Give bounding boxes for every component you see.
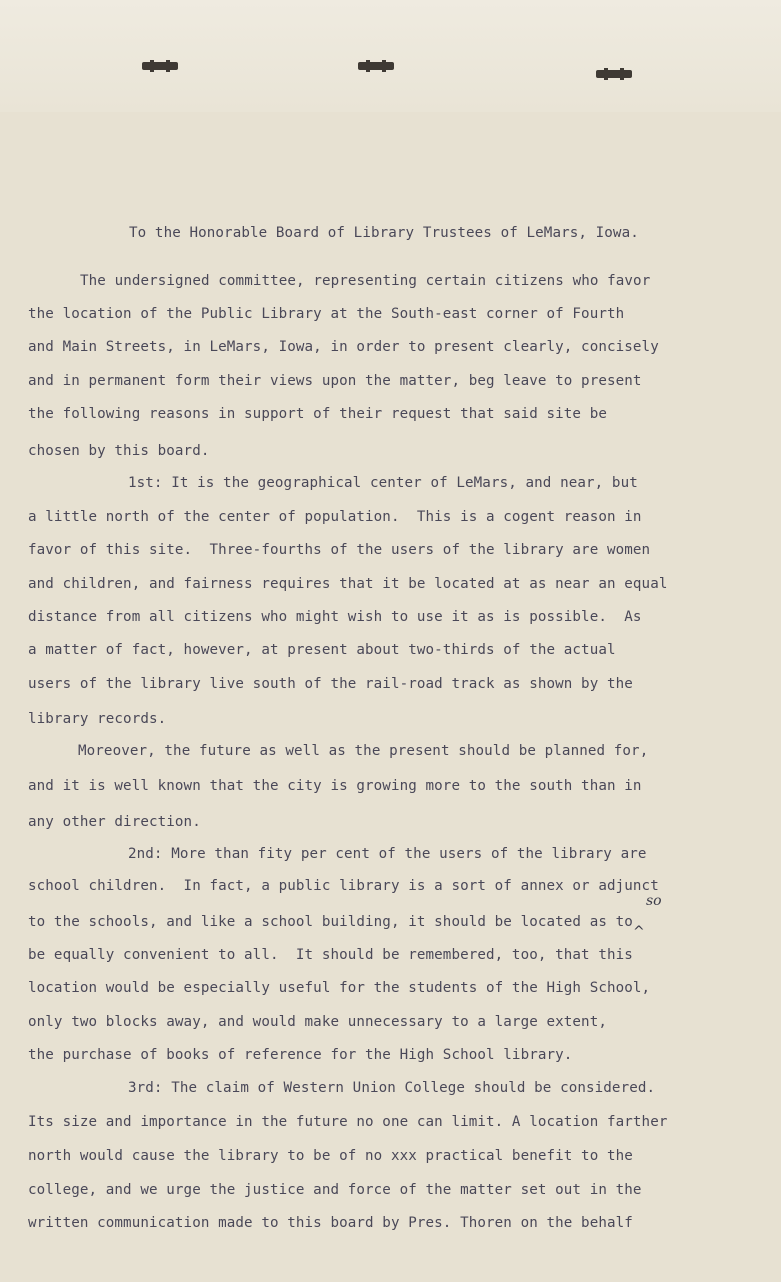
text-line: the purchase of books of reference for the High School library.	[28, 1047, 573, 1063]
text-line: written communication made to this board by Pres. Thoren on the behalf	[28, 1215, 633, 1231]
text-line: school children. In fact, a public library is a sort of annex or adjunct	[28, 878, 659, 894]
text-line: and it is well known that the city is growing more to the south than in	[28, 778, 642, 794]
text-line: chosen by this board.	[28, 443, 210, 459]
top-paper-strip	[0, 0, 781, 113]
text-line: distance from all citizens who might wish to use it as is possible. As	[28, 609, 642, 625]
text-line: Moreover, the future as well as the present should be planned for,	[78, 743, 649, 759]
letter-heading: To the Honorable Board of Library Trustees of LeMars, Iowa.	[129, 225, 639, 241]
text-line: library records.	[28, 711, 167, 727]
text-line: and Main Streets, in LeMars, Iowa, in order to present clearly, concisely	[28, 339, 659, 355]
text-line: favor of this site. Three-fourths of the users of the library are women	[28, 542, 651, 558]
text-line: and in permanent form their views upon the matter, beg leave to present	[28, 373, 642, 389]
text-line: users of the library live south of the rail-road track as shown by the	[28, 676, 633, 692]
text-line: 3rd: The claim of Western Union College should be considered.	[128, 1080, 656, 1096]
text-line: college, and we urge the justice and force of the matter set out in the	[28, 1182, 642, 1198]
text-line: a little north of the center of population. This is a cogent reason in	[28, 509, 642, 525]
text-line: north would cause the library to be of no xxx practical benefit to the	[28, 1148, 633, 1164]
text-line: location would be especially useful for the students of the High School,	[28, 980, 651, 996]
text-line: only two blocks away, and would make unnecessary to a large extent,	[28, 1014, 607, 1030]
fastener-icon	[358, 62, 394, 70]
text-line: the location of the Public Library at the South-east corner of Fourth	[28, 306, 625, 322]
text-line: be equally convenient to all. It should be remembered, too, that this	[28, 947, 633, 963]
text-line: any other direction.	[28, 814, 201, 830]
fastener-icon	[596, 70, 632, 78]
text-line: a matter of fact, however, at present about two-thirds of the actual	[28, 642, 616, 658]
text-line: 1st: It is the geographical center of LeMars, and near, but	[128, 475, 638, 491]
text-line: 2nd: More than fity per cent of the users of the library are	[128, 846, 647, 862]
handwritten-insert: so	[646, 893, 662, 909]
text-line: to the schools, and like a school building, it should be located as to	[28, 914, 633, 930]
text-line: and children, and fairness requires that it be located at as near an equal	[28, 576, 668, 592]
fastener-icon	[142, 62, 178, 70]
text-line: the following reasons in support of their request that said site be	[28, 406, 607, 422]
text-line: Its size and importance in the future no one can limit. A location farther	[28, 1114, 668, 1130]
insertion-caret-icon: ^	[633, 924, 645, 940]
text-line: The undersigned committee, representing certain citizens who favor	[80, 273, 651, 289]
